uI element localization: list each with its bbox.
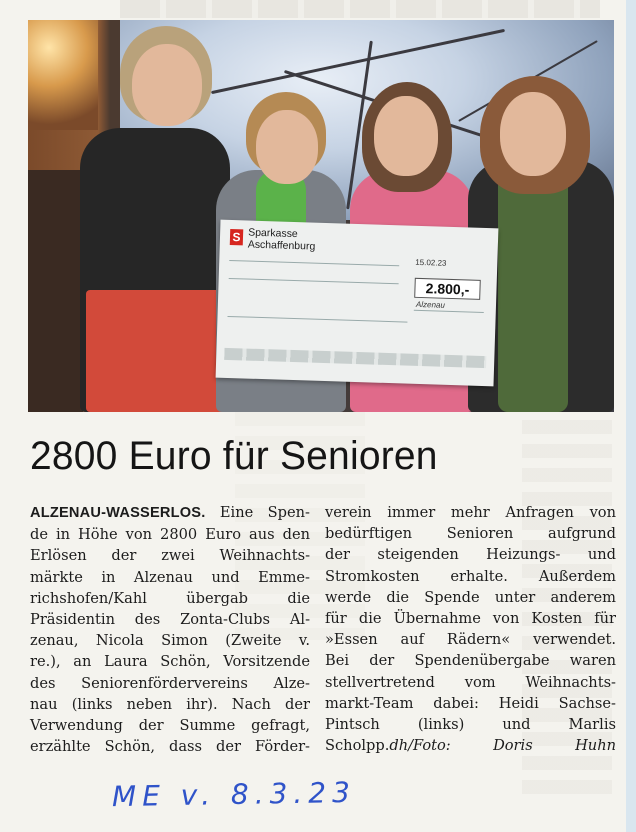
article-line: Präsidentin des Zonta-Clubs Al- (30, 611, 310, 629)
donation-cheque (216, 220, 499, 387)
article-line: märkte in Alzenau und Emme- (30, 568, 310, 586)
article-column-right (325, 502, 616, 756)
photo-lamp (28, 20, 98, 130)
cheque-amount: 2.800,- (414, 278, 481, 300)
cheque-line (229, 278, 399, 284)
article-line: »Essen auf Rädern« verwendet. (325, 631, 616, 649)
article-line: markt-Team dabei: Heidi Sachse- (325, 694, 616, 712)
article-line: erzählte Schön, dass der Förder- (30, 738, 310, 756)
article-line: stellvertretend vom Weihnachts- (325, 673, 616, 691)
article-line: re.), an Laura Schön, Vorsitzende (30, 653, 310, 671)
cheque-line (414, 310, 484, 313)
article-line: der steigenden Heizungs- und (325, 546, 616, 564)
article-photo (28, 20, 614, 412)
article-line: Verwendung der Summe gefragt, (30, 717, 310, 735)
article-line: bedürftigen Senioren aufgrund (325, 525, 616, 543)
article-line: Scholpp.dh/Foto: Doris Huhn (325, 737, 616, 755)
cheque-date: 15.02.23 (415, 257, 447, 268)
cheque-line (227, 316, 407, 323)
cheque-codeline (224, 348, 486, 368)
article-line: verein immer mehr Anfragen von (325, 504, 616, 521)
article-line: werde die Spende unter anderem (325, 588, 616, 606)
article-line: ALZENAU-WASSERLOS. Eine Spen- (30, 504, 310, 521)
article-line: Erlösen der zwei Weihnachts- (30, 547, 310, 565)
article-line: richshofen/Kahl übergab die (30, 589, 310, 607)
article-line: nau (links neben ihr). Nach der (30, 695, 310, 713)
article-line: des Seniorenfördervereins Alze- (30, 674, 310, 692)
photo-shelf (28, 170, 83, 412)
photo-credit: dh/Foto: Doris Huhn (389, 737, 616, 755)
article-headline: 2800 Euro für Senioren (30, 434, 438, 479)
article-line: de in Höhe von 2800 Euro aus den (30, 526, 310, 544)
article-line: für die Übernahme von Kosten für (325, 610, 616, 628)
handwritten-date-note: ME v. 8.3.23 (111, 775, 357, 814)
cheque-place: Alzenau (415, 299, 446, 310)
sparkasse-logo-icon: S (230, 229, 243, 245)
article-line: Stromkosten erhalte. Außerdem (325, 567, 616, 585)
article-line: zenau, Nicola Simon (Zweite v. (30, 632, 310, 650)
article-line: Bei der Spendenübergabe waren (325, 652, 616, 670)
cheque-bank-name: Sparkasse Aschaffenburg (247, 226, 316, 253)
reverse-side-bleed (120, 0, 600, 18)
article-dateline: ALZENAU-WASSERLOS. (30, 505, 206, 521)
article-column-left (30, 502, 310, 757)
article-line: Pintsch (links) und Marlis (325, 716, 616, 734)
cheque-line (229, 260, 399, 266)
